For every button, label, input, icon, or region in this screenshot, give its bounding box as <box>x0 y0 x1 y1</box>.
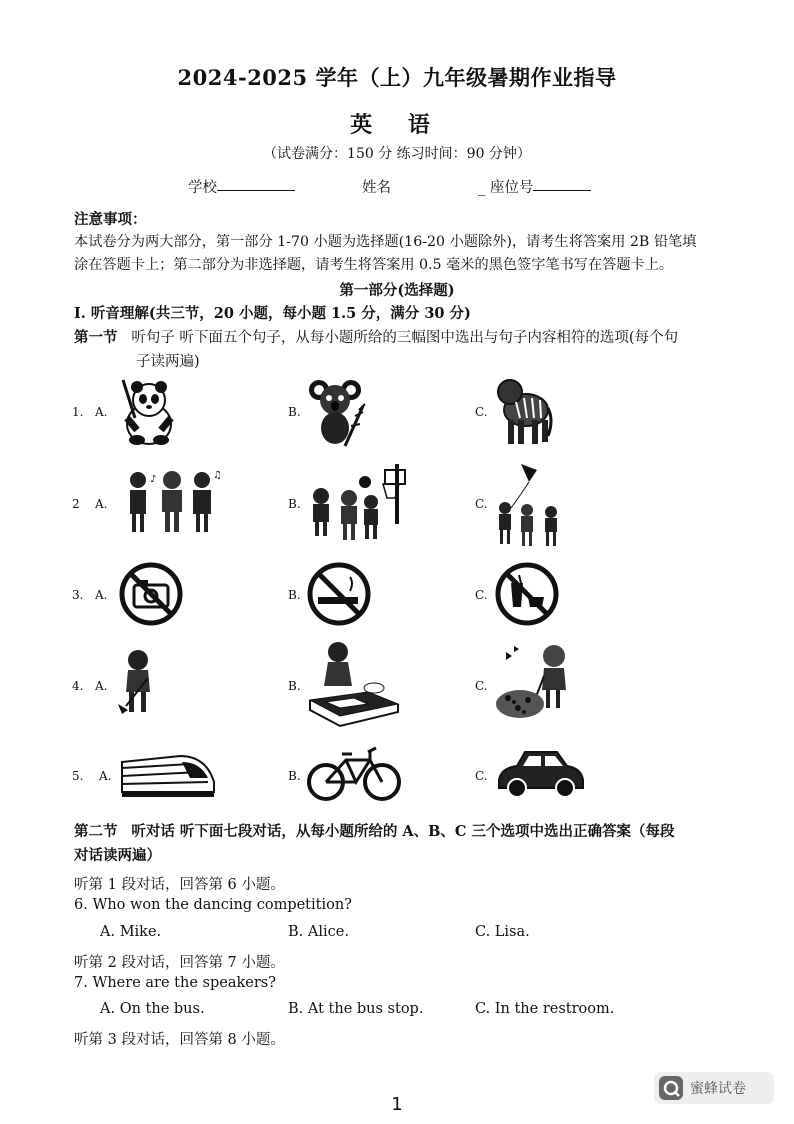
tiger-icon <box>492 376 556 446</box>
section1-label: 第一节 <box>74 329 118 346</box>
children-kite-icon <box>493 460 573 548</box>
option-c-label: C. <box>475 588 488 602</box>
option-c-label: C. <box>475 497 488 511</box>
option-a-label: A. <box>99 769 112 783</box>
option-c-label: C. <box>475 769 488 783</box>
watermark-badge <box>654 1072 774 1104</box>
answer-option: C. Lisa. <box>475 924 530 940</box>
option-c-label: C. <box>475 405 488 419</box>
section1-line-2: 子读两遍) <box>136 354 200 370</box>
girl-raking-leaves-icon <box>494 642 584 722</box>
option-b-label: B. <box>288 679 301 693</box>
answer-option: A. Mike. <box>100 924 162 940</box>
option-b-label: B. <box>288 588 301 602</box>
seat-label: _ 座位号 <box>478 180 534 196</box>
train-icon <box>120 748 216 800</box>
no-smoking-icon <box>306 561 372 627</box>
notice-heading: 注意事项： <box>74 211 147 228</box>
watermark-text: 蜜蜂试卷 <box>690 1081 746 1097</box>
children-basketball-icon <box>305 460 415 546</box>
dialogue-intro: 听第 2 段对话，回答第 7 小题。 <box>74 955 285 971</box>
section2-label: 第二节 <box>74 823 118 840</box>
question-number: 5. <box>72 769 84 783</box>
school-field <box>188 176 217 197</box>
question-number: 2 <box>72 497 80 511</box>
section1-heading: I. 听音理解(共三节，20 小题，每小题 1.5 分，满分 30 分) <box>74 305 471 322</box>
question-number: 3. <box>72 588 84 602</box>
seat-blank <box>533 176 591 191</box>
svg-text:♫: ♫ <box>213 470 222 481</box>
no-photo-icon <box>118 561 184 627</box>
question-text: 6. Who won the dancing competition? <box>74 897 352 913</box>
notice-line-1: 本试卷分为两大部分，第一部分 1-70 小题为选择题(16-20 小题除外)，请考生将答案用 2B 铅笔填 <box>74 234 697 250</box>
score-line: （试卷满分：150 分 练习时间：90 分钟） <box>263 146 531 162</box>
bee-logo-icon <box>658 1075 684 1101</box>
dialogue-intro: 听第 1 段对话，回答第 6 小题。 <box>74 877 285 893</box>
option-c-label: C. <box>475 679 488 693</box>
section2-line-1: 听对话 听下面七段对话，从每小题所给的 A、B、C 三个选项中选出正确答案（每段 <box>131 823 675 840</box>
svg-text:♪: ♪ <box>150 474 157 485</box>
section1-line-1: 听句子 听下面五个句子，从每小题所给的三幅图中选出与句子内容相符的选项(每个句 <box>131 330 679 346</box>
school-label: 学校 <box>188 180 217 196</box>
answer-option: B. Alice. <box>288 924 349 940</box>
part1-heading: 第一部分(选择题) <box>339 282 455 299</box>
dialogue-intro: 听第 3 段对话，回答第 8 小题。 <box>74 1032 285 1048</box>
name-label: 姓名 <box>362 180 391 196</box>
car-icon <box>495 742 585 804</box>
girl-cooking-icon <box>308 640 400 728</box>
option-a-label: A. <box>95 588 108 602</box>
page-number: 1 <box>391 1094 403 1115</box>
no-food-drink-icon <box>494 561 560 627</box>
section1-intro <box>74 326 678 347</box>
option-a-label: A. <box>95 405 108 419</box>
answer-option: B. At the bus stop. <box>288 1001 424 1017</box>
notice-line-2: 涂在答题卡上；第二部分为非选择题，请考生将答案用 0.5 毫米的黑色签字笔书写在答题卡上。 <box>74 257 674 273</box>
option-a-label: A. <box>95 497 108 511</box>
option-b-label: B. <box>288 497 301 511</box>
seat-field <box>478 176 533 197</box>
question-text: 7. Where are the speakers? <box>74 975 276 991</box>
option-b-label: B. <box>288 405 301 419</box>
answer-option: C. In the restroom. <box>475 1001 615 1017</box>
section2-line-2: 对话读两遍） <box>74 847 161 864</box>
children-singing-icon <box>120 468 220 534</box>
school-blank <box>217 176 295 191</box>
option-b-label: B. <box>288 769 301 783</box>
koala-icon <box>305 376 367 446</box>
answer-option: A. On the bus. <box>100 1001 205 1017</box>
question-number: 1. <box>72 405 84 419</box>
subject-title: 英 语 <box>350 112 444 138</box>
bicycle-icon <box>306 742 402 804</box>
panda-icon <box>115 378 180 446</box>
question-number: 4. <box>72 679 84 693</box>
girl-sweeping-icon <box>112 648 162 716</box>
page-title: 2024-2025 学年（上）九年级暑期作业指导 <box>177 65 617 90</box>
section2-intro <box>74 820 675 841</box>
option-a-label: A. <box>95 679 108 693</box>
